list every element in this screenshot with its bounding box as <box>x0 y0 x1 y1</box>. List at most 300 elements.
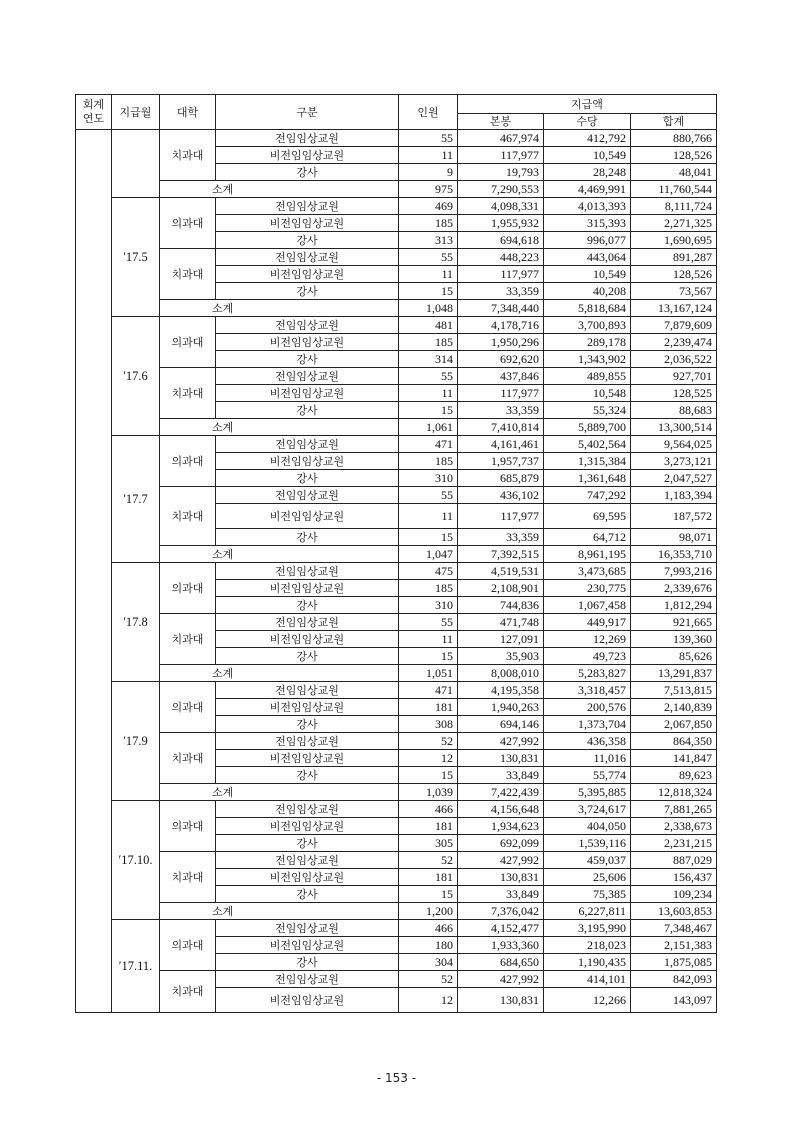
header-category: 구분 <box>216 95 399 130</box>
total-cell: 8,111,724 <box>631 198 717 215</box>
total-cell: 2,271,325 <box>631 215 717 232</box>
subtotal-persons: 1,047 <box>399 546 458 563</box>
persons-cell: 313 <box>399 232 458 249</box>
category-cell: 비전임임상교원 <box>216 266 399 283</box>
allowance-cell: 436,358 <box>544 733 631 750</box>
persons-cell: 185 <box>399 453 458 470</box>
allowance-cell: 218,023 <box>544 937 631 954</box>
category-cell: 강사 <box>216 529 399 546</box>
subtotal-base-pay: 7,290,553 <box>458 181 544 198</box>
persons-cell: 308 <box>399 716 458 733</box>
persons-cell: 12 <box>399 988 458 1013</box>
category-cell: 비전임임상교원 <box>216 937 399 954</box>
base-pay-cell: 130,831 <box>458 750 544 767</box>
subtotal-total: 16,353,710 <box>631 546 717 563</box>
total-cell: 927,701 <box>631 368 717 385</box>
college-cell: 치과대 <box>160 733 216 784</box>
total-cell: 139,360 <box>631 631 717 648</box>
month-cell: ′17.8 <box>112 563 160 682</box>
category-cell: 전임임상교원 <box>216 733 399 750</box>
total-cell: 2,231,215 <box>631 835 717 852</box>
persons-cell: 52 <box>399 733 458 750</box>
persons-cell: 11 <box>399 266 458 283</box>
persons-cell: 52 <box>399 852 458 869</box>
table-row <box>76 852 717 869</box>
total-cell: 2,067,850 <box>631 716 717 733</box>
subtotal-label: 소계 <box>160 546 399 563</box>
allowance-cell: 289,178 <box>544 334 631 351</box>
college-cell: 치과대 <box>160 249 216 300</box>
college-cell: 치과대 <box>160 368 216 419</box>
total-cell: 109,234 <box>631 886 717 903</box>
persons-cell: 469 <box>399 198 458 215</box>
allowance-cell: 1,190,435 <box>544 954 631 971</box>
category-cell: 비전임임상교원 <box>216 818 399 835</box>
persons-cell: 15 <box>399 402 458 419</box>
persons-cell: 55 <box>399 487 458 504</box>
subtotal-total: 11,760,544 <box>631 181 717 198</box>
persons-cell: 11 <box>399 631 458 648</box>
category-cell: 비전임임상교원 <box>216 631 399 648</box>
persons-cell: 310 <box>399 470 458 487</box>
college-cell: 치과대 <box>160 852 216 903</box>
allowance-cell: 1,373,704 <box>544 716 631 733</box>
base-pay-cell: 19,793 <box>458 164 544 181</box>
total-cell: 7,879,609 <box>631 317 717 334</box>
allowance-cell: 1,361,648 <box>544 470 631 487</box>
fiscal-year-cell <box>76 130 112 1013</box>
base-pay-cell: 471,748 <box>458 614 544 631</box>
total-cell: 2,338,673 <box>631 818 717 835</box>
base-pay-cell: 33,849 <box>458 767 544 784</box>
subtotal-label: 소계 <box>160 181 399 198</box>
category-cell: 비전임임상교원 <box>216 334 399 351</box>
allowance-cell: 230,775 <box>544 580 631 597</box>
category-cell: 전임임상교원 <box>216 198 399 215</box>
subtotal-row <box>76 546 717 563</box>
allowance-cell: 10,549 <box>544 266 631 283</box>
category-cell: 강사 <box>216 886 399 903</box>
persons-cell: 55 <box>399 130 458 147</box>
persons-cell: 11 <box>399 147 458 164</box>
persons-cell: 55 <box>399 249 458 266</box>
persons-cell: 181 <box>399 869 458 886</box>
allowance-cell: 4,013,393 <box>544 198 631 215</box>
subtotal-allowance: 4,469,991 <box>544 181 631 198</box>
subtotal-base-pay: 8,008,010 <box>458 665 544 682</box>
allowance-cell: 747,292 <box>544 487 631 504</box>
persons-cell: 55 <box>399 614 458 631</box>
subtotal-base-pay: 7,376,042 <box>458 903 544 920</box>
persons-cell: 15 <box>399 283 458 300</box>
category-cell: 강사 <box>216 648 399 665</box>
base-pay-cell: 1,950,296 <box>458 334 544 351</box>
header-total: 합계 <box>631 114 717 130</box>
college-cell: 의과대 <box>160 563 216 614</box>
total-cell: 880,766 <box>631 130 717 147</box>
college-cell: 치과대 <box>160 971 216 1013</box>
total-cell: 2,239,474 <box>631 334 717 351</box>
subtotal-base-pay: 7,422,439 <box>458 784 544 801</box>
category-cell: 비전임임상교원 <box>216 580 399 597</box>
table-row <box>76 249 717 266</box>
college-cell: 치과대 <box>160 614 216 665</box>
table-row <box>76 614 717 631</box>
persons-cell: 481 <box>399 317 458 334</box>
allowance-cell: 315,393 <box>544 215 631 232</box>
allowance-cell: 404,050 <box>544 818 631 835</box>
allowance-cell: 1,067,458 <box>544 597 631 614</box>
category-cell: 강사 <box>216 351 399 368</box>
total-cell: 141,847 <box>631 750 717 767</box>
base-pay-cell: 436,102 <box>458 487 544 504</box>
category-cell: 강사 <box>216 232 399 249</box>
persons-cell: 15 <box>399 886 458 903</box>
persons-cell: 181 <box>399 818 458 835</box>
subtotal-row <box>76 665 717 682</box>
total-cell: 128,526 <box>631 266 717 283</box>
base-pay-cell: 694,146 <box>458 716 544 733</box>
category-cell: 전임임상교원 <box>216 971 399 988</box>
base-pay-cell: 684,650 <box>458 954 544 971</box>
subtotal-label: 소계 <box>160 300 399 317</box>
allowance-cell: 1,343,902 <box>544 351 631 368</box>
category-cell: 강사 <box>216 402 399 419</box>
category-cell: 강사 <box>216 835 399 852</box>
base-pay-cell: 744,836 <box>458 597 544 614</box>
category-cell: 전임임상교원 <box>216 368 399 385</box>
subtotal-label: 소계 <box>160 419 399 436</box>
total-cell: 1,183,394 <box>631 487 717 504</box>
total-cell: 2,140,839 <box>631 699 717 716</box>
table-body <box>76 95 717 1013</box>
allowance-cell: 49,723 <box>544 648 631 665</box>
table-row <box>76 682 717 699</box>
total-cell: 921,665 <box>631 614 717 631</box>
total-cell: 3,273,121 <box>631 453 717 470</box>
subtotal-row <box>76 300 717 317</box>
base-pay-cell: 130,831 <box>458 988 544 1013</box>
persons-cell: 180 <box>399 937 458 954</box>
total-cell: 7,513,815 <box>631 682 717 699</box>
base-pay-cell: 437,846 <box>458 368 544 385</box>
subtotal-persons: 1,061 <box>399 419 458 436</box>
subtotal-total: 12,818,324 <box>631 784 717 801</box>
total-cell: 1,690,695 <box>631 232 717 249</box>
base-pay-cell: 127,091 <box>458 631 544 648</box>
base-pay-cell: 1,957,737 <box>458 453 544 470</box>
subtotal-label: 소계 <box>160 903 399 920</box>
category-cell: 전임임상교원 <box>216 920 399 937</box>
college-cell: 의과대 <box>160 920 216 971</box>
total-cell: 9,564,025 <box>631 436 717 453</box>
category-cell: 전임임상교원 <box>216 487 399 504</box>
college-cell: 의과대 <box>160 682 216 733</box>
subtotal-label: 소계 <box>160 784 399 801</box>
allowance-cell: 64,712 <box>544 529 631 546</box>
base-pay-cell: 1,955,932 <box>458 215 544 232</box>
base-pay-cell: 35,903 <box>458 648 544 665</box>
category-cell: 비전임임상교원 <box>216 750 399 767</box>
category-cell: 강사 <box>216 716 399 733</box>
total-cell: 864,350 <box>631 733 717 750</box>
total-cell: 7,348,467 <box>631 920 717 937</box>
base-pay-cell: 692,620 <box>458 351 544 368</box>
college-cell: 의과대 <box>160 801 216 852</box>
base-pay-cell: 130,831 <box>458 869 544 886</box>
allowance-cell: 10,548 <box>544 385 631 402</box>
category-cell: 전임임상교원 <box>216 130 399 147</box>
total-cell: 128,525 <box>631 385 717 402</box>
total-cell: 7,993,216 <box>631 563 717 580</box>
subtotal-label: 소계 <box>160 665 399 682</box>
base-pay-cell: 1,940,263 <box>458 699 544 716</box>
category-cell: 비전임임상교원 <box>216 988 399 1013</box>
persons-cell: 475 <box>399 563 458 580</box>
allowance-cell: 55,324 <box>544 402 631 419</box>
category-cell: 전임임상교원 <box>216 682 399 699</box>
allowance-cell: 55,774 <box>544 767 631 784</box>
subtotal-total: 13,167,124 <box>631 300 717 317</box>
allowance-cell: 459,037 <box>544 852 631 869</box>
college-cell: 치과대 <box>160 487 216 546</box>
total-cell: 2,047,527 <box>631 470 717 487</box>
base-pay-cell: 33,359 <box>458 529 544 546</box>
header-college: 대학 <box>160 95 216 130</box>
subtotal-base-pay: 7,392,515 <box>458 546 544 563</box>
allowance-cell: 3,700,893 <box>544 317 631 334</box>
table-row <box>76 368 717 385</box>
base-pay-cell: 692,099 <box>458 835 544 852</box>
allowance-cell: 1,539,116 <box>544 835 631 852</box>
allowance-cell: 449,917 <box>544 614 631 631</box>
persons-cell: 304 <box>399 954 458 971</box>
persons-cell: 15 <box>399 767 458 784</box>
subtotal-base-pay: 7,410,814 <box>458 419 544 436</box>
allowance-cell: 412,792 <box>544 130 631 147</box>
subtotal-persons: 1,039 <box>399 784 458 801</box>
total-cell: 156,437 <box>631 869 717 886</box>
base-pay-cell: 33,849 <box>458 886 544 903</box>
total-cell: 73,567 <box>631 283 717 300</box>
base-pay-cell: 33,359 <box>458 283 544 300</box>
allowance-cell: 69,595 <box>544 504 631 529</box>
subtotal-row <box>76 903 717 920</box>
allowance-cell: 489,855 <box>544 368 631 385</box>
subtotal-allowance: 6,227,811 <box>544 903 631 920</box>
category-cell: 비전임임상교원 <box>216 504 399 529</box>
pay-table <box>75 94 717 1013</box>
subtotal-total: 13,603,853 <box>631 903 717 920</box>
category-cell: 전임임상교원 <box>216 317 399 334</box>
persons-cell: 185 <box>399 580 458 597</box>
persons-cell: 9 <box>399 164 458 181</box>
table-row <box>76 733 717 750</box>
allowance-cell: 12,269 <box>544 631 631 648</box>
total-cell: 1,875,085 <box>631 954 717 971</box>
header-allowance: 수당 <box>544 114 631 130</box>
total-cell: 128,526 <box>631 147 717 164</box>
category-cell: 비전임임상교원 <box>216 453 399 470</box>
subtotal-total: 13,291,837 <box>631 665 717 682</box>
header-year: 회계 연도 <box>76 95 112 130</box>
college-cell: 의과대 <box>160 436 216 487</box>
table-row <box>76 920 717 937</box>
base-pay-cell: 1,933,360 <box>458 937 544 954</box>
subtotal-persons: 1,048 <box>399 300 458 317</box>
persons-cell: 55 <box>399 368 458 385</box>
category-cell: 전임임상교원 <box>216 563 399 580</box>
page-number: - 153 - <box>376 1071 417 1085</box>
base-pay-cell: 427,992 <box>458 971 544 988</box>
total-cell: 48,041 <box>631 164 717 181</box>
base-pay-cell: 4,195,358 <box>458 682 544 699</box>
allowance-cell: 11,016 <box>544 750 631 767</box>
total-cell: 7,881,265 <box>631 801 717 818</box>
header-pay: 지급액 <box>458 95 717 114</box>
month-cell: ′17.11. <box>112 920 160 1013</box>
base-pay-cell: 2,108,901 <box>458 580 544 597</box>
category-cell: 전임임상교원 <box>216 852 399 869</box>
category-cell: 비전임임상교원 <box>216 385 399 402</box>
base-pay-cell: 4,156,648 <box>458 801 544 818</box>
persons-cell: 52 <box>399 971 458 988</box>
month-cell <box>112 130 160 198</box>
total-cell: 887,029 <box>631 852 717 869</box>
category-cell: 전임임상교원 <box>216 249 399 266</box>
college-cell: 의과대 <box>160 317 216 368</box>
category-cell: 전임임상교원 <box>216 614 399 631</box>
subtotal-base-pay: 7,348,440 <box>458 300 544 317</box>
table-row <box>76 801 717 818</box>
allowance-cell: 3,473,685 <box>544 563 631 580</box>
allowance-cell: 1,315,384 <box>544 453 631 470</box>
category-cell: 전임임상교원 <box>216 801 399 818</box>
allowance-cell: 3,195,990 <box>544 920 631 937</box>
header-row-1 <box>76 95 717 114</box>
allowance-cell: 25,606 <box>544 869 631 886</box>
table-row <box>76 487 717 504</box>
category-cell: 강사 <box>216 164 399 181</box>
allowance-cell: 3,724,617 <box>544 801 631 818</box>
category-cell: 강사 <box>216 597 399 614</box>
allowance-cell: 3,318,457 <box>544 682 631 699</box>
table-row <box>76 317 717 334</box>
persons-cell: 181 <box>399 699 458 716</box>
allowance-cell: 40,208 <box>544 283 631 300</box>
total-cell: 1,812,294 <box>631 597 717 614</box>
base-pay-cell: 427,992 <box>458 733 544 750</box>
base-pay-cell: 117,977 <box>458 147 544 164</box>
allowance-cell: 996,077 <box>544 232 631 249</box>
total-cell: 842,093 <box>631 971 717 988</box>
month-cell: ′17.5 <box>112 198 160 317</box>
persons-cell: 310 <box>399 597 458 614</box>
base-pay-cell: 467,974 <box>458 130 544 147</box>
header-persons: 인원 <box>399 95 458 130</box>
total-cell: 2,151,383 <box>631 937 717 954</box>
base-pay-cell: 4,161,461 <box>458 436 544 453</box>
allowance-cell: 443,064 <box>544 249 631 266</box>
total-cell: 85,626 <box>631 648 717 665</box>
persons-cell: 466 <box>399 920 458 937</box>
total-cell: 88,683 <box>631 402 717 419</box>
allowance-cell: 28,248 <box>544 164 631 181</box>
category-cell: 비전임임상교원 <box>216 869 399 886</box>
month-cell: ′17.6 <box>112 317 160 436</box>
base-pay-cell: 448,223 <box>458 249 544 266</box>
month-cell: ′17.7 <box>112 436 160 563</box>
base-pay-cell: 685,879 <box>458 470 544 487</box>
subtotal-allowance: 5,818,684 <box>544 300 631 317</box>
subtotal-persons: 975 <box>399 181 458 198</box>
persons-cell: 15 <box>399 529 458 546</box>
base-pay-cell: 4,152,477 <box>458 920 544 937</box>
category-cell: 비전임임상교원 <box>216 215 399 232</box>
category-cell: 비전임임상교원 <box>216 147 399 164</box>
subtotal-persons: 1,200 <box>399 903 458 920</box>
persons-cell: 11 <box>399 504 458 529</box>
subtotal-allowance: 8,961,195 <box>544 546 631 563</box>
subtotal-row <box>76 784 717 801</box>
total-cell: 143,097 <box>631 988 717 1013</box>
allowance-cell: 12,266 <box>544 988 631 1013</box>
allowance-cell: 75,385 <box>544 886 631 903</box>
allowance-cell: 5,402,564 <box>544 436 631 453</box>
category-cell: 강사 <box>216 954 399 971</box>
college-cell: 치과대 <box>160 130 216 181</box>
allowance-cell: 10,549 <box>544 147 631 164</box>
allowance-cell: 414,101 <box>544 971 631 988</box>
persons-cell: 11 <box>399 385 458 402</box>
header-base: 본봉 <box>458 114 544 130</box>
table-row <box>76 198 717 215</box>
persons-cell: 185 <box>399 334 458 351</box>
table-row <box>76 971 717 988</box>
table-row <box>76 563 717 580</box>
college-cell: 의과대 <box>160 198 216 249</box>
total-cell: 98,071 <box>631 529 717 546</box>
total-cell: 2,339,676 <box>631 580 717 597</box>
persons-cell: 471 <box>399 682 458 699</box>
persons-cell: 185 <box>399 215 458 232</box>
persons-cell: 466 <box>399 801 458 818</box>
category-cell: 강사 <box>216 470 399 487</box>
header-month: 지급월 <box>112 95 160 130</box>
allowance-cell: 200,576 <box>544 699 631 716</box>
subtotal-total: 13,300,514 <box>631 419 717 436</box>
base-pay-cell: 4,178,716 <box>458 317 544 334</box>
subtotal-allowance: 5,889,700 <box>544 419 631 436</box>
month-cell: ′17.9 <box>112 682 160 801</box>
table-row <box>76 436 717 453</box>
category-cell: 강사 <box>216 767 399 784</box>
base-pay-cell: 694,618 <box>458 232 544 249</box>
month-cell: ′17.10. <box>112 801 160 920</box>
table-row <box>76 130 717 147</box>
total-cell: 2,036,522 <box>631 351 717 368</box>
persons-cell: 12 <box>399 750 458 767</box>
subtotal-persons: 1,051 <box>399 665 458 682</box>
category-cell: 비전임임상교원 <box>216 699 399 716</box>
subtotal-row <box>76 181 717 198</box>
total-cell: 89,623 <box>631 767 717 784</box>
total-cell: 187,572 <box>631 504 717 529</box>
persons-cell: 305 <box>399 835 458 852</box>
base-pay-cell: 4,098,331 <box>458 198 544 215</box>
persons-cell: 15 <box>399 648 458 665</box>
base-pay-cell: 1,934,623 <box>458 818 544 835</box>
